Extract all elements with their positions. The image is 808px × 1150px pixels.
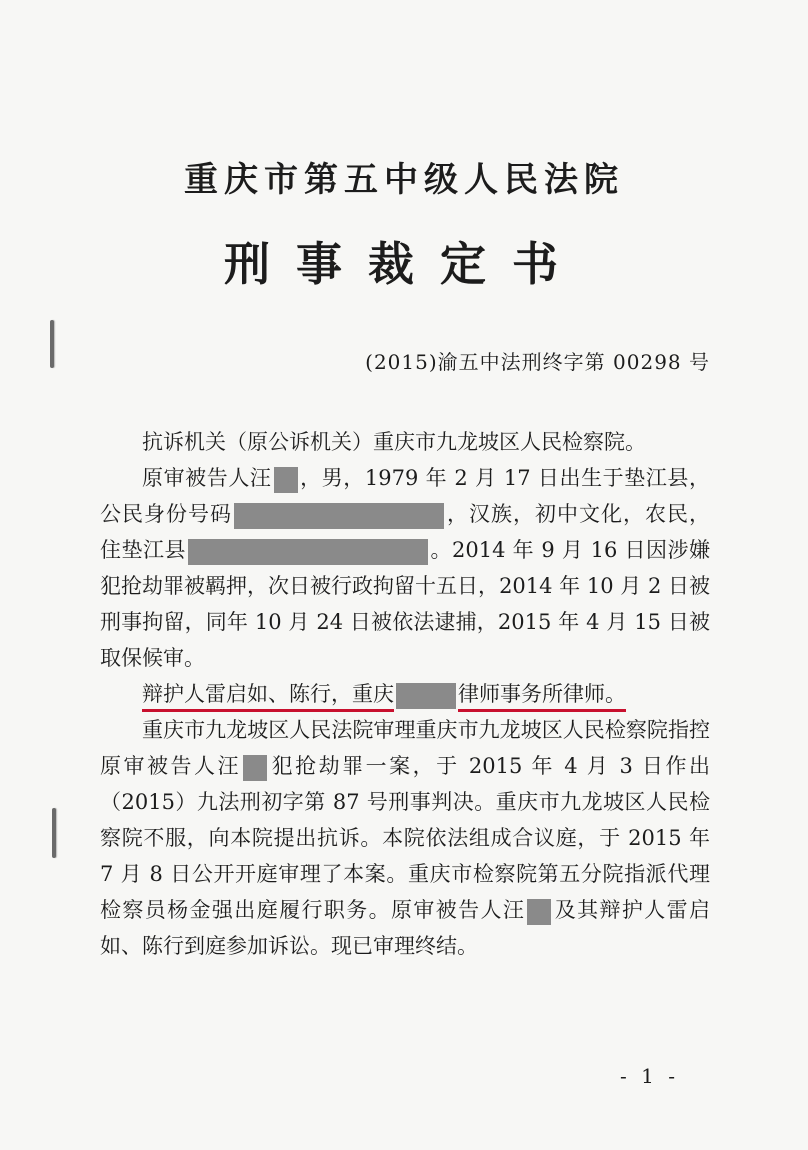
paragraph-prosecutor bbox=[100, 424, 710, 460]
paragraph-text: 重庆市九龙坡区人民法院审理重庆市九龙坡区人民检察院指控原审被告人汪 bbox=[100, 718, 710, 778]
case-number: (2015)渝五中法刑终字第 00298 号 bbox=[365, 350, 710, 374]
redacted-name-block bbox=[274, 467, 298, 493]
paragraph-text: ，男，1979 年 2 月 17 日出生于垫江县，公民身份号码 bbox=[100, 466, 711, 526]
redacted-id-block bbox=[234, 503, 444, 529]
document-type-title: 刑事裁定书 bbox=[224, 237, 584, 291]
document-body bbox=[100, 424, 710, 964]
redacted-firm-block bbox=[396, 683, 456, 709]
paragraph-text: 抗诉机关（原公诉机关）重庆市九龙坡区人民检察院。 bbox=[142, 430, 646, 454]
paragraph-text: 犯抢劫罪一案，于 2015 年 4 月 3 日作出（2015）九法刑初字第 87 号刑事判决。重庆市九龙坡区人民检察院不服，向本院提出抗诉。本院依法组成合议庭，于 2015 年 7 月 8 日公开开庭审理了本案。重庆市检察院第五分院指派代理检察员杨金强出庭履行职务。原审被告人汪 bbox=[100, 754, 711, 922]
paragraph-text: 及其辩护人雷启如、陈行到庭参加诉讼。现已审理终结。 bbox=[100, 898, 711, 958]
redacted-name-block bbox=[243, 755, 267, 781]
paragraph-text: 律师事务所律师。 bbox=[458, 682, 626, 706]
redacted-name-block bbox=[527, 899, 551, 925]
page-number: - 1 - bbox=[620, 1064, 679, 1088]
highlighted-counsel-line bbox=[142, 682, 626, 706]
paragraph-case-history bbox=[100, 712, 710, 964]
paragraph-text: 。2014 年 9 月 16 日因涉嫌犯抢劫罪被羁押，次日被行政拘留十五日，2014 年 10 月 2 日被刑事拘留，同年 10 月 24 日被依法逮捕，2015 年 4 月 15 日被取保候审。 bbox=[100, 538, 711, 670]
paragraph-text: 辩护人雷启如、陈行，重庆 bbox=[142, 682, 394, 706]
staple-mark-bottom bbox=[52, 808, 56, 858]
redacted-address-block bbox=[188, 539, 428, 565]
paragraph-text: 原审被告人汪 bbox=[142, 466, 272, 490]
paragraph-defense-counsel bbox=[100, 676, 710, 712]
paragraph-text: ，汉族，初中文化，农民，住垫江县 bbox=[100, 502, 710, 562]
staple-mark-top bbox=[50, 320, 54, 368]
paragraph-defendant bbox=[100, 460, 710, 676]
court-name: 重庆市第五中级人民法院 bbox=[184, 160, 624, 200]
